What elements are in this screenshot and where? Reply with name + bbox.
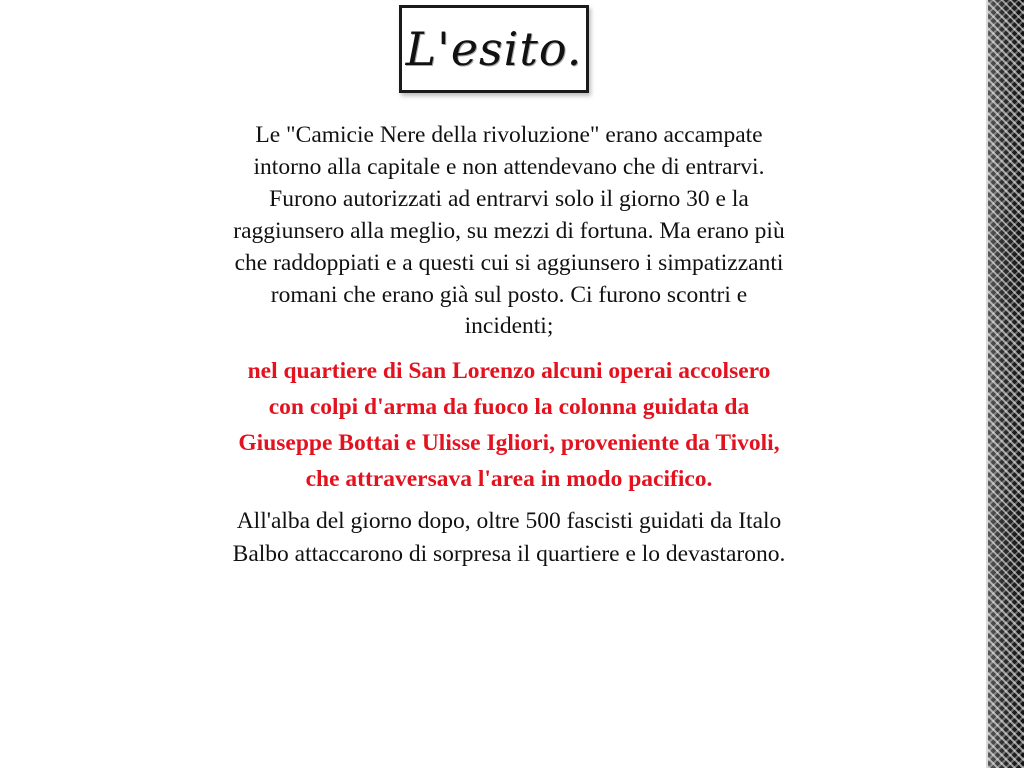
paragraph-intro: Le "Camicie Nere della rivoluzione" erano accampate intorno alla capitale e non attendevano che di entrarvi. Furono autorizzati ad entrarvi solo il giorno 30 e la raggiunsero alla meglio, su mezzi di fortuna. Ma erano più che raddoppiati e a questi cui si aggiunsero i simpatizzanti romani che erano già sul posto. Ci furono scontri e incidenti;	[233, 122, 785, 340]
paragraph-conclusion: All'alba del giorno dopo, oltre 500 fascisti guidati da Italo Balbo attaccarono di sorpresa il quartiere e lo devastarono.	[232, 508, 786, 568]
slide-content	[228, 120, 790, 571]
paragraph-highlight: nel quartiere di San Lorenzo alcuni operai accolsero con colpi d'arma da fuoco la colonna guidata da Giuseppe Bottai e Ulisse Igliori, proveniente da Tivoli, che attraversava l'area in modo pacifico.	[238, 358, 780, 493]
decorative-edge-strip	[988, 0, 1024, 768]
title-box	[399, 5, 589, 93]
slide-title: L'esito.	[405, 22, 583, 76]
